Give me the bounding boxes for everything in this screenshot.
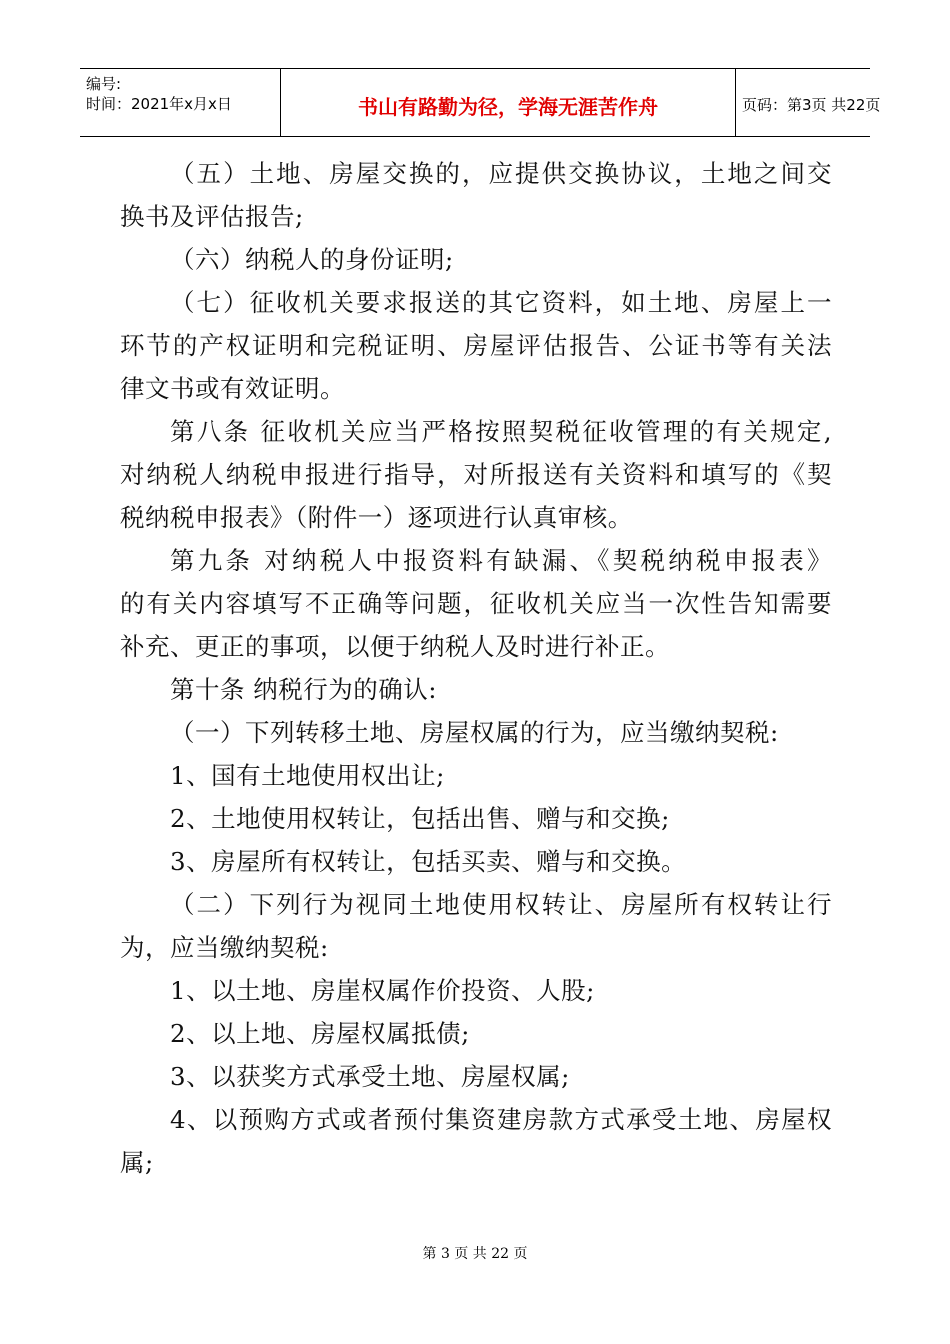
- header-meta-cell: [80, 69, 280, 136]
- body-line: 换书及评估报告;: [120, 202, 304, 231]
- body-line: 为，应当缴纳契税:: [120, 933, 329, 962]
- header-page-code: 页码：第3页 共22页: [742, 96, 881, 114]
- body-line: （一）下列转移土地、房屋权属的行为，应当缴纳契税:: [170, 718, 779, 747]
- body-line: 4、以预购方式或者预付集资建房款方式承受土地、房屋权: [170, 1105, 832, 1134]
- body-line: 1、以土地、房崖权属作价投资、人股;: [170, 976, 595, 1005]
- body-line: （六）纳税人的身份证明;: [170, 245, 454, 274]
- body-line: 对纳税人纳税申报进行指导，对所报送有关资料和填写的《契: [120, 460, 832, 489]
- body-line: 属;: [120, 1148, 154, 1177]
- body-line: （二）下列行为视同土地使用权转让、房屋所有权转让行: [170, 890, 832, 919]
- body-line: （五）土地、房屋交换的，应提供交换协议，土地之间交: [170, 159, 832, 188]
- document-header: [80, 68, 881, 137]
- body-line: 的有关内容填写不正确等问题，征收机关应当一次性告知需要: [120, 589, 832, 618]
- body-line: 3、房屋所有权转让，包括买卖、赠与和交换。: [170, 847, 687, 876]
- document-date-label: 时间：2021年x月x日: [86, 95, 232, 113]
- body-line: 2、以上地、房屋权属抵债;: [170, 1019, 470, 1048]
- header-motto: 书山有路勤为径，学海无涯苦作舟: [358, 95, 658, 119]
- body-line: 1、国有土地使用权出让;: [170, 761, 445, 790]
- body-line: 第十条 纳税行为的确认:: [170, 675, 438, 704]
- body-line: 补充、更正的事项，以便于纳税人及时进行补正。: [120, 632, 670, 661]
- page-footer: 第 3 页 共 22 页: [422, 1246, 528, 1262]
- body-line: （七）征收机关要求报送的其它资料，如土地、房屋上一: [170, 288, 832, 317]
- header-page-cell: [736, 69, 881, 136]
- body-line: 2、土地使用权转让，包括出售、赠与和交换;: [170, 804, 670, 833]
- body-line: 第九条 对纳税人中报资料有缺漏、《契税纳税申报表》: [170, 546, 832, 575]
- body-line: 律文书或有效证明。: [120, 374, 345, 403]
- body-line: 3、以获奖方式承受土地、房屋权属;: [170, 1062, 570, 1091]
- body-line: 环节的产权证明和完税证明、房屋评估报告、公证书等有关法: [120, 331, 832, 360]
- header-motto-cell: [280, 69, 736, 136]
- document-number-label: 编号:: [86, 75, 122, 93]
- body-line: 税纳税申报表》（附件一）逐项进行认真审核。: [120, 503, 633, 532]
- body-line: 第八条 征收机关应当严格按照契税征收管理的有关规定,: [170, 417, 832, 446]
